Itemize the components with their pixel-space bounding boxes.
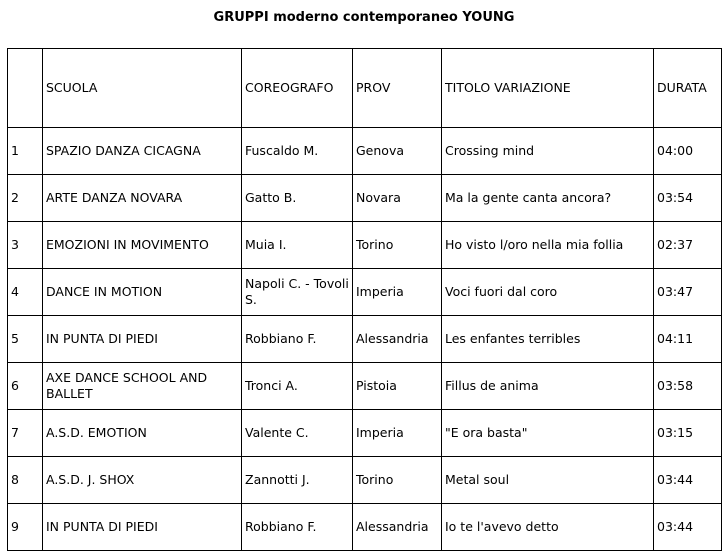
table-row	[8, 175, 722, 222]
cell-coreografo: Zannotti J.	[242, 457, 353, 504]
table-row	[8, 269, 722, 316]
table-row	[8, 504, 722, 551]
cell-prov: Imperia	[353, 410, 442, 457]
cell-number: 9	[8, 504, 43, 551]
header-number	[8, 49, 43, 128]
header-coreografo: COREOGRAFO	[242, 49, 353, 128]
cell-durata: 03:44	[654, 504, 722, 551]
cell-coreografo: Napoli C. - Tovoli S.	[242, 269, 353, 316]
cell-titolo: Ma la gente canta ancora?	[442, 175, 654, 222]
page-title: GRUPPI moderno contemporaneo YOUNG	[213, 10, 515, 25]
cell-scuola: A.S.D. EMOTION	[43, 410, 242, 457]
cell-durata: 03:58	[654, 363, 722, 410]
table-header-row	[8, 49, 722, 128]
table-row	[8, 457, 722, 504]
cell-durata: 03:15	[654, 410, 722, 457]
table-row	[8, 363, 722, 410]
table-row	[8, 222, 722, 269]
table-row	[8, 410, 722, 457]
cell-prov: Genova	[353, 128, 442, 175]
cell-scuola: DANCE IN MOTION	[43, 269, 242, 316]
cell-number: 8	[8, 457, 43, 504]
cell-coreografo: Valente C.	[242, 410, 353, 457]
cell-scuola: SPAZIO DANZA CICAGNA	[43, 128, 242, 175]
cell-prov: Torino	[353, 457, 442, 504]
cell-prov: Imperia	[353, 269, 442, 316]
cell-titolo: Les enfantes terribles	[442, 316, 654, 363]
cell-prov: Alessandria	[353, 504, 442, 551]
cell-number: 1	[8, 128, 43, 175]
cell-coreografo: Fuscaldo M.	[242, 128, 353, 175]
cell-coreografo: Gatto B.	[242, 175, 353, 222]
header-prov: PROV	[353, 49, 442, 128]
cell-scuola: IN PUNTA DI PIEDI	[43, 316, 242, 363]
cell-titolo: Metal soul	[442, 457, 654, 504]
cell-number: 3	[8, 222, 43, 269]
cell-scuola: EMOZIONI IN MOVIMENTO	[43, 222, 242, 269]
cell-number: 2	[8, 175, 43, 222]
cell-durata: 04:00	[654, 128, 722, 175]
cell-coreografo: Robbiano F.	[242, 316, 353, 363]
cell-titolo: "E ora basta"	[442, 410, 654, 457]
header-scuola: SCUOLA	[43, 49, 242, 128]
cell-coreografo: Robbiano F.	[242, 504, 353, 551]
cell-number: 6	[8, 363, 43, 410]
cell-prov: Novara	[353, 175, 442, 222]
cell-durata: 03:47	[654, 269, 722, 316]
cell-durata: 04:11	[654, 316, 722, 363]
header-durata: DURATA	[654, 49, 722, 128]
cell-number: 7	[8, 410, 43, 457]
cell-number: 5	[8, 316, 43, 363]
results-table	[7, 48, 722, 551]
table-row	[8, 128, 722, 175]
cell-number: 4	[8, 269, 43, 316]
cell-coreografo: Tronci A.	[242, 363, 353, 410]
cell-scuola: AXE DANCE SCHOOL AND BALLET	[43, 363, 242, 410]
cell-titolo: Ho visto l/oro nella mia follia	[442, 222, 654, 269]
cell-durata: 03:54	[654, 175, 722, 222]
cell-prov: Torino	[353, 222, 442, 269]
cell-scuola: A.S.D. J. SHOX	[43, 457, 242, 504]
cell-titolo: Voci fuori dal coro	[442, 269, 654, 316]
cell-prov: Pistoia	[353, 363, 442, 410]
cell-titolo: Crossing mind	[442, 128, 654, 175]
cell-scuola: IN PUNTA DI PIEDI	[43, 504, 242, 551]
cell-coreografo: Muia I.	[242, 222, 353, 269]
cell-prov: Alessandria	[353, 316, 442, 363]
cell-scuola: ARTE DANZA NOVARA	[43, 175, 242, 222]
cell-durata: 02:37	[654, 222, 722, 269]
cell-titolo: Fillus de anima	[442, 363, 654, 410]
header-titolo-variazione: TITOLO VARIAZIONE	[442, 49, 654, 128]
cell-titolo: Io te l'avevo detto	[442, 504, 654, 551]
cell-durata: 03:44	[654, 457, 722, 504]
table-row	[8, 316, 722, 363]
